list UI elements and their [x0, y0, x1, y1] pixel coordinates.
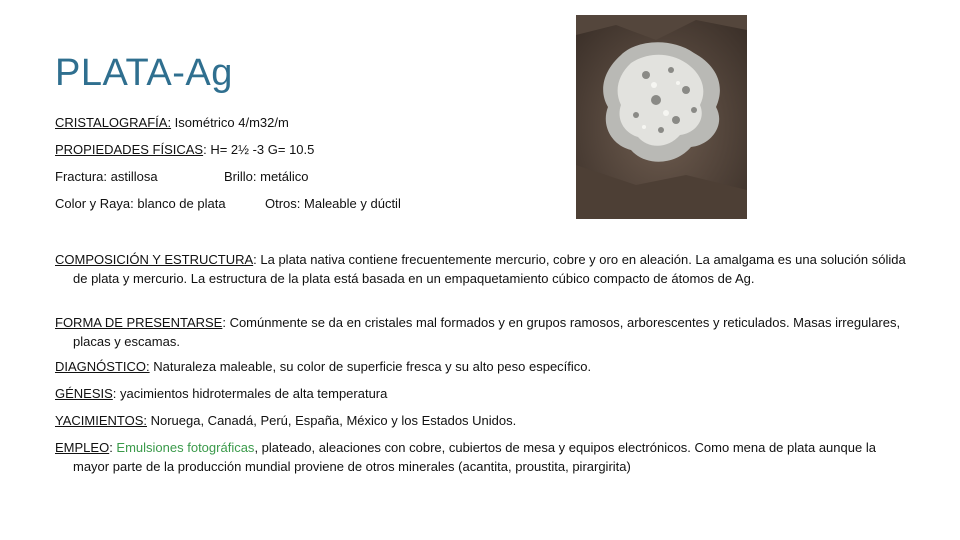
propiedades-label: PROPIEDADES FÍSICAS [55, 142, 204, 157]
diagnostico-label: DIAGNÓSTICO: [55, 359, 150, 374]
genesis-text: : yacimientos hidrotermales de alta temperatura [112, 386, 388, 401]
cristalografia-value: Isométrico 4/m32/m [171, 115, 289, 130]
page-title: PLATA-Ag [55, 52, 233, 94]
silver-mineral-image [576, 15, 747, 219]
forma-text: : Comúnmente se da en cristales mal formados y en grupos ramosos, arborescentes y reticulados. Masas irregulares, placas y escamas. [73, 315, 901, 349]
propiedades-line [55, 141, 314, 159]
yacimientos-text: Noruega, Canadá, Perú, España, México y los Estados Unidos. [146, 413, 517, 428]
yacimientos-paragraph [55, 411, 910, 430]
color-raya-text: Color y Raya: blanco de plata [55, 196, 226, 211]
fractura-text: Fractura: astillosa [55, 169, 158, 184]
empleo-highlight: Emulsiones fotográficas [116, 440, 255, 455]
forma-paragraph [55, 313, 910, 351]
diagnostico-paragraph [55, 357, 910, 376]
empleo-text: , plateado, aleaciones con cobre, cubiertos de mesa y equipos electrónicos. Como mena de plata aunque la mayor parte de la producción mundial proviene de otros minerales (acantita, proustita, pirargirita) [73, 440, 876, 474]
genesis-paragraph [55, 384, 910, 403]
diagnostico-text: Naturaleza maleable, su color de superficie fresca y su alto peso específico. [149, 359, 592, 374]
silver-mineral-drawing [576, 15, 747, 219]
propiedades-value: : H= 2½ -3 G= 10.5 [203, 142, 315, 157]
empleo-sep: : [109, 440, 117, 455]
cristalografia-label: CRISTALOGRAFÍA: [55, 115, 172, 130]
otros-text: Otros: Maleable y dúctil [265, 196, 401, 211]
composicion-label: COMPOSICIÓN Y ESTRUCTURA [55, 252, 254, 267]
yacimientos-label: YACIMIENTOS: [55, 413, 147, 428]
genesis-label: GÉNESIS [55, 386, 113, 401]
composicion-text: : La plata nativa contiene frecuentemente mercurio, cobre y oro en aleación. La amalgama es una solución sólida de plata y mercurio. La estructura de la plata está basada en un empaquetamiento cúbico compacto de átomos de Ag. [73, 252, 906, 286]
cristalografia-line [55, 114, 289, 132]
empleo-label: EMPLEO [55, 440, 110, 455]
brillo-text: Brillo: metálico [224, 169, 309, 184]
forma-label: FORMA DE PRESENTARSE [55, 315, 223, 330]
composicion-paragraph [55, 250, 910, 288]
empleo-paragraph [55, 438, 910, 476]
